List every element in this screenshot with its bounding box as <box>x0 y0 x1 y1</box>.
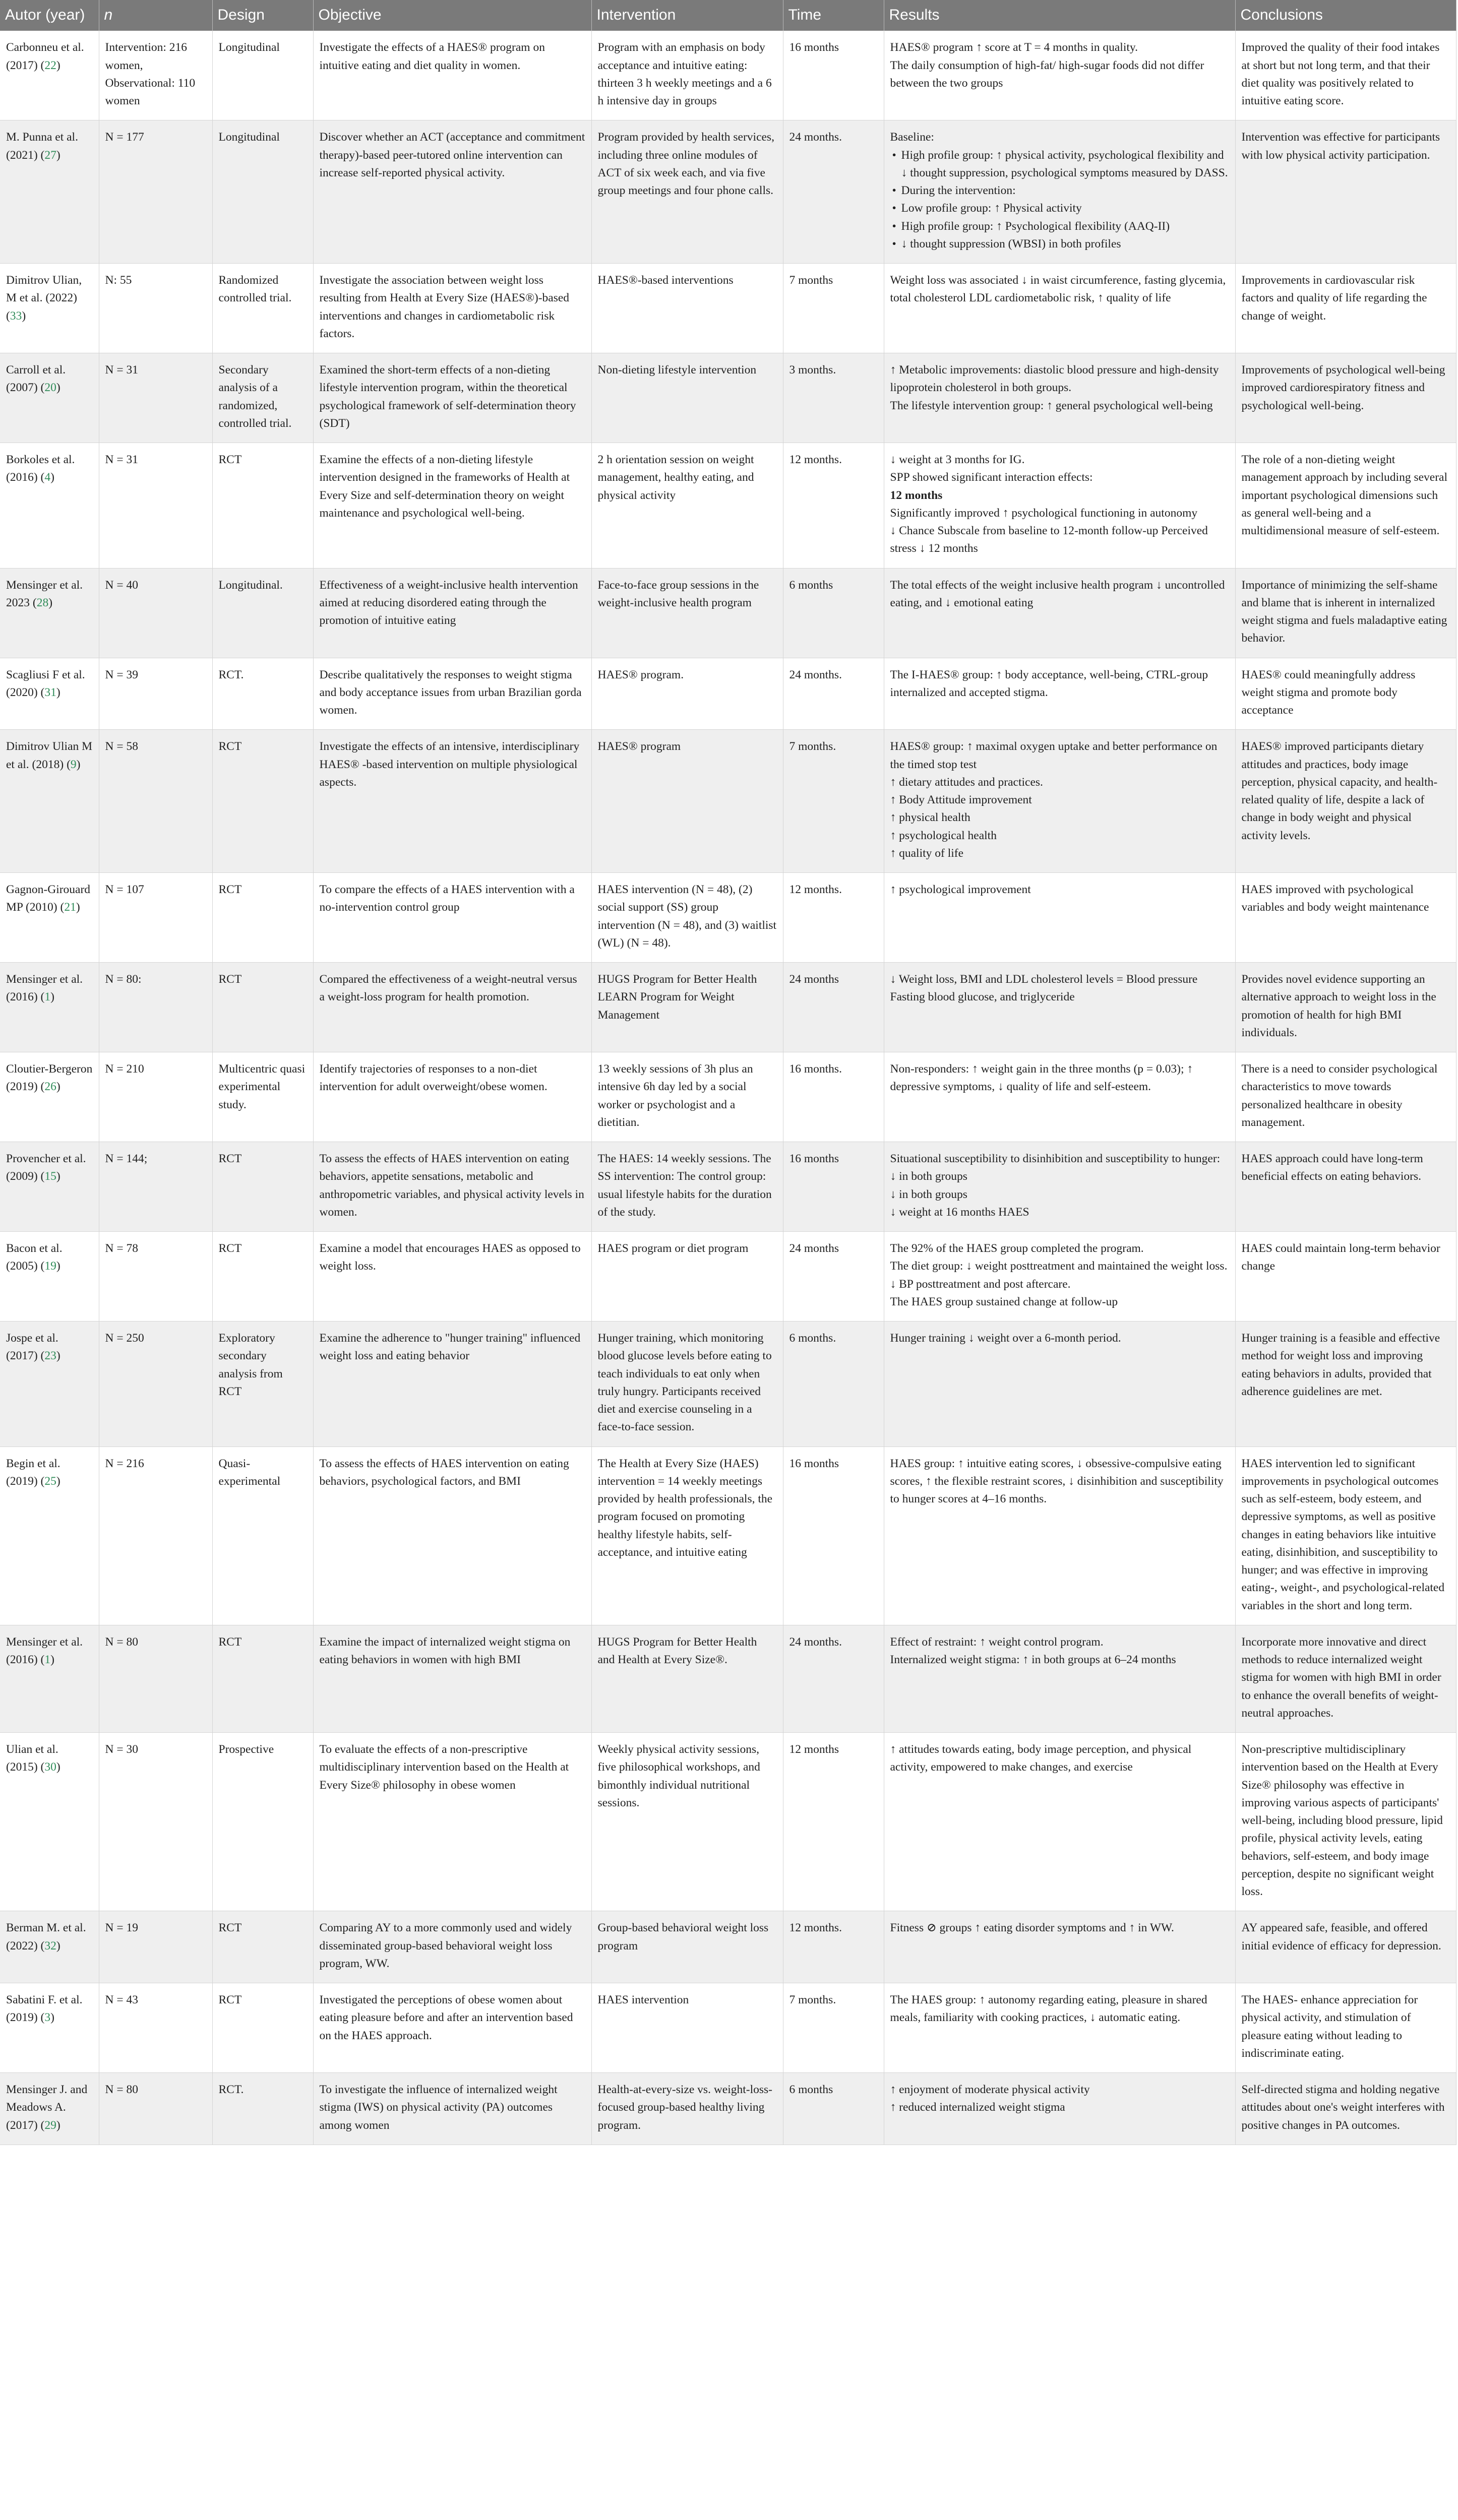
cell-conclusions: Provides novel evidence supporting an alternative approach to weight loss in the promotion of health for high BMI individuals. <box>1235 963 1456 1052</box>
reference-link[interactable]: 9 <box>70 758 77 771</box>
cell-objective: Investigated the perceptions of obese women about eating pleasure before and after an intervention based on the HAES approach. <box>313 1983 591 2073</box>
result-line: Fasting blood glucose, and triglyceride <box>890 990 1075 1004</box>
cell-objective: Investigate the association between weight loss resulting from Health at Every Size (HAES®)-based interventions and changes in cardiometabolic risk factors. <box>313 264 591 353</box>
result-line: ↑ psychological improvement <box>890 883 1031 897</box>
result-line: The HAES group: ↑ autonomy regarding eating, pleasure in shared meals, familiarity with cooking practices, ↓ automatic eating. <box>890 1993 1207 2025</box>
table-row <box>0 1052 1456 1142</box>
cell-objective: To investigate the influence of internalized weight stigma (IWS) on physical activity (PA) outcomes among women <box>313 2073 591 2145</box>
author-text: Berman M. et al. (2022) <box>6 1921 86 1952</box>
cell-conclusions: The HAES- enhance appreciation for physical activity, and stimulation of pleasure eating without leading to indiscriminate eating. <box>1235 1983 1456 2073</box>
cell-n: N = 210 <box>99 1052 212 1142</box>
cell-conclusions: The role of a non-dieting weight management approach by including several important psychological dimensions such as general well-being and a multidimensional measure of self-esteem. <box>1235 443 1456 569</box>
table-row <box>0 1321 1456 1447</box>
result-bullet: • ↓ thought suppression (WBSI) in both profiles <box>890 235 1229 253</box>
result-line: ↓ Weight loss, BMI and LDL cholesterol levels = Blood pressure <box>890 973 1198 986</box>
table-row <box>0 658 1456 730</box>
cell-design: RCT <box>212 1911 313 1983</box>
cell-intervention: HUGS Program for Better Health and Health at Every Size®. <box>591 1625 783 1732</box>
result-line: ↑ enjoyment of moderate physical activity <box>890 2083 1090 2097</box>
col-header-time: Time <box>783 0 884 31</box>
result-line: The 92% of the HAES group completed the program. <box>890 1242 1144 1255</box>
cell-author: Jospe et al. (2017) (23) <box>0 1321 99 1447</box>
cell-n: N = 250 <box>99 1321 212 1447</box>
result-bullet: • During the intervention: <box>890 182 1229 200</box>
cell-results <box>884 1733 1235 1911</box>
author-text: Carbonneu et al. (2017) <box>6 41 84 72</box>
cell-time: 16 months <box>783 31 884 120</box>
cell-time: 24 months <box>783 1232 884 1321</box>
cell-conclusions: Self-directed stigma and holding negative attitudes about one's weight interferes with positive changes in PA outcomes. <box>1235 2073 1456 2145</box>
cell-results <box>884 2073 1235 2145</box>
result-line: The I-HAES® group: ↑ body acceptance, well-being, CTRL-group internalized and accepted stigma. <box>890 668 1208 699</box>
reference-link[interactable]: 22 <box>44 58 56 72</box>
reference-link[interactable]: 25 <box>44 1474 56 1488</box>
cell-design: Multicentric quasi experimental study. <box>212 1052 313 1142</box>
table-row <box>0 120 1456 264</box>
author-text: Dimitrov Ulian M et al. (2018) <box>6 740 93 771</box>
cell-intervention: Program with an emphasis on body acceptance and intuitive eating: thirteen 3 h weekly meetings and a 6 h intensive day in groups <box>591 31 783 120</box>
cell-conclusions: HAES® improved participants dietary attitudes and practices, body image perception, physical capacity, and health-related quality of life, despite a lack of change in body weight and physical activity levels. <box>1235 730 1456 873</box>
cell-objective: Describe qualitatively the responses to weight stigma and body acceptance issues from urban Brazilian gorda women. <box>313 658 591 730</box>
cell-results <box>884 1983 1235 2073</box>
cell-design: Longitudinal. <box>212 568 313 658</box>
cell-author: Sabatini F. et al. (2019) (3) <box>0 1983 99 2073</box>
cell-intervention: Face-to-face group sessions in the weight-inclusive health program <box>591 568 783 658</box>
author-text: Jospe et al. (2017) <box>6 1332 58 1363</box>
cell-intervention: Health-at-every-size vs. weight-loss-focused group-based healthy living program. <box>591 2073 783 2145</box>
cell-conclusions: There is a need to consider psychological characteristics to move towards personalized healthcare in obesity management. <box>1235 1052 1456 1142</box>
cell-time: 24 months <box>783 963 884 1052</box>
cell-n: N = 31 <box>99 353 212 443</box>
reference-link[interactable]: 31 <box>44 685 56 699</box>
cell-intervention: HUGS Program for Better Health LEARN Program for Weight Management <box>591 963 783 1052</box>
author-text: Sabatini F. et al. (2019) <box>6 1993 83 2025</box>
cell-results <box>884 658 1235 730</box>
result-line: The total effects of the weight inclusive health program ↓ uncontrolled eating, and ↓ emotional eating <box>890 578 1225 609</box>
author-text: Mensinger et al. (2016) <box>6 1635 83 1667</box>
cell-n: N = 40 <box>99 568 212 658</box>
cell-intervention: HAES intervention (N = 48), (2) social support (SS) group intervention (N = 48), and (3) waitlist (WL) (N = 48). <box>591 873 783 963</box>
cell-time: 6 months <box>783 2073 884 2145</box>
reference-link[interactable]: 26 <box>44 1080 56 1094</box>
result-line: SPP showed significant interaction effects: <box>890 471 1093 484</box>
cell-author: Mensinger J. and Meadows A. (2017) (29) <box>0 2073 99 2145</box>
reference-link[interactable]: 28 <box>36 596 49 609</box>
cell-intervention: Group-based behavioral weight loss program <box>591 1911 783 1983</box>
cell-n: N = 31 <box>99 443 212 569</box>
cell-conclusions: Importance of minimizing the self-shame and blame that is inherent in internalized weight stigma and fuels maladaptive eating behavior. <box>1235 568 1456 658</box>
cell-author: Carbonneu et al. (2017) (22) <box>0 31 99 120</box>
result-bullet: • High profile group: ↑ physical activity, psychological flexibility and ↓ thought suppression, psychological symptoms measured by DASS. <box>890 147 1229 182</box>
cell-intervention: The HAES: 14 weekly sessions. The SS intervention: The control group: usual lifestyle habits for the duration of the study. <box>591 1142 783 1232</box>
col-header-objective: Objective <box>313 0 591 31</box>
cell-n: N: 55 <box>99 264 212 353</box>
author-text: Scagliusi F et al. (2020) <box>6 668 85 699</box>
reference-link[interactable]: 19 <box>44 1259 56 1273</box>
cell-conclusions: HAES improved with psychological variables and body weight maintenance <box>1235 873 1456 963</box>
cell-author: Borkoles et al. (2016) (4) <box>0 443 99 569</box>
cell-n: N = 80 <box>99 1625 212 1732</box>
cell-objective: Compared the effectiveness of a weight-neutral versus a weight-loss program for health promotion. <box>313 963 591 1052</box>
reference-link[interactable]: 20 <box>44 381 56 395</box>
table-row <box>0 1983 1456 2073</box>
result-line: ↑ Body Attitude improvement <box>890 793 1032 807</box>
result-bullet: • Low profile group: ↑ Physical activity <box>890 200 1229 217</box>
cell-author: Berman M. et al. (2022) (32) <box>0 1911 99 1983</box>
cell-objective: Examine the adherence to "hunger training" influenced weight loss and eating behavior <box>313 1321 591 1447</box>
reference-link[interactable]: 4 <box>44 471 51 484</box>
cell-objective: To assess the effects of HAES intervention on eating behaviors, appetite sensations, metabolic and anthropometric variables, and physical activity levels in women. <box>313 1142 591 1232</box>
cell-n: N = 80 <box>99 2073 212 2145</box>
result-line: ↑ reduced internalized weight stigma <box>890 2101 1065 2114</box>
cell-design: Randomized controlled trial. <box>212 264 313 353</box>
cell-results <box>884 1142 1235 1232</box>
cell-n: N = 177 <box>99 120 212 264</box>
col-header-conclusions: Conclusions <box>1235 0 1456 31</box>
cell-design: RCT <box>212 1232 313 1321</box>
cell-n: N = 19 <box>99 1911 212 1983</box>
cell-design: RCT. <box>212 2073 313 2145</box>
cell-objective: Investigate the effects of a HAES® program on intuitive eating and diet quality in women. <box>313 31 591 120</box>
cell-results <box>884 443 1235 569</box>
cell-objective: Effectiveness of a weight-inclusive health intervention aimed at reducing disordered eating through the promotion of intuitive eating <box>313 568 591 658</box>
cell-objective: Examine a model that encourages HAES as opposed to weight loss. <box>313 1232 591 1321</box>
reference-link[interactable]: 32 <box>44 1939 56 1952</box>
cell-time: 7 months <box>783 264 884 353</box>
cell-results <box>884 568 1235 658</box>
cell-intervention: HAES®-based interventions <box>591 264 783 353</box>
cell-intervention: Hunger training, which monitoring blood glucose levels before eating to teach individuals to eat only when truly hungry. Participants received diet and exercise counseling in a face-to-face session. <box>591 1321 783 1447</box>
table-row <box>0 963 1456 1052</box>
table-row <box>0 2073 1456 2145</box>
cell-time: 24 months. <box>783 658 884 730</box>
col-header-author: Autor (year) <box>0 0 99 31</box>
cell-objective: Discover whether an ACT (acceptance and commitment therapy)-based peer-tutored online intervention can increase self-reported physical activity. <box>313 120 591 264</box>
cell-results <box>884 1446 1235 1625</box>
result-line: The lifestyle intervention group: ↑ general psychological well-being <box>890 399 1213 412</box>
cell-design: RCT <box>212 963 313 1052</box>
cell-conclusions: Improvements in cardiovascular risk factors and quality of life regarding the change of weight. <box>1235 264 1456 353</box>
cell-author: Dimitrov Ulian, M et al. (2022) (33) <box>0 264 99 353</box>
cell-conclusions: HAES® could meaningfully address weight stigma and promote body acceptance <box>1235 658 1456 730</box>
table-row <box>0 1446 1456 1625</box>
cell-n: N = 144; <box>99 1142 212 1232</box>
cell-n: Intervention: 216 women, Observational: 110 women <box>99 31 212 120</box>
result-line: The HAES group sustained change at follow-up <box>890 1295 1118 1308</box>
cell-intervention: HAES program or diet program <box>591 1232 783 1321</box>
author-text: Mensinger et al. 2023 <box>6 578 83 609</box>
cell-design: Exploratory secondary analysis from RCT <box>212 1321 313 1447</box>
col-header-design: Design <box>212 0 313 31</box>
cell-time: 24 months. <box>783 120 884 264</box>
author-text: Mensinger et al. (2016) <box>6 973 83 1004</box>
result-line: ↓ weight at 3 months for IG. <box>890 453 1025 467</box>
cell-author: Cloutier-Bergeron (2019) (26) <box>0 1052 99 1142</box>
table-row <box>0 353 1456 443</box>
cell-n: N = 216 <box>99 1446 212 1625</box>
table-row <box>0 1232 1456 1321</box>
cell-conclusions: Intervention was effective for participants with low physical activity participation. <box>1235 120 1456 264</box>
result-line: 12 months <box>890 488 943 502</box>
reference-link[interactable]: 21 <box>64 901 76 914</box>
result-line: Non-responders: ↑ weight gain in the three months (p = 0.03); ↑ depressive symptoms, ↓ quality of life and self-esteem. <box>890 1062 1193 1094</box>
cell-design: Quasi-experimental <box>212 1446 313 1625</box>
table-row <box>0 730 1456 873</box>
cell-time: 16 months. <box>783 1052 884 1142</box>
author-text: Carroll et al. (2007) <box>6 363 66 395</box>
result-line: HAES® program ↑ score at T = 4 months in quality. <box>890 41 1138 54</box>
cell-intervention: 13 weekly sessions of 3h plus an intensive 6h day led by a social worker or psychologist and a dietitian. <box>591 1052 783 1142</box>
cell-intervention: HAES® program <box>591 730 783 873</box>
author-text: Begin et al. (2019) <box>6 1457 60 1488</box>
cell-conclusions: Improved the quality of their food intakes at short but not long term, and that their diet quality was positively related to intuitive eating score. <box>1235 31 1456 120</box>
table-row <box>0 1911 1456 1983</box>
table-row <box>0 1142 1456 1232</box>
cell-time: 16 months <box>783 1446 884 1625</box>
author-text: Mensinger J. and Meadows A. (2017) <box>6 2083 88 2132</box>
result-line: ↑ quality of life <box>890 846 964 860</box>
cell-n: N = 78 <box>99 1232 212 1321</box>
cell-time: 6 months <box>783 568 884 658</box>
cell-author: Carroll et al. (2007) (20) <box>0 353 99 443</box>
cell-results <box>884 873 1235 963</box>
cell-author: Begin et al. (2019) (25) <box>0 1446 99 1625</box>
cell-author: Gagnon-Girouard MP (2010) (21) <box>0 873 99 963</box>
cell-design: RCT <box>212 873 313 963</box>
cell-n: N = 30 <box>99 1733 212 1911</box>
cell-author: Mensinger et al. 2023 (28) <box>0 568 99 658</box>
cell-conclusions: Hunger training is a feasible and effective method for weight loss and improving eating behaviors in adults, provided that adherence guidelines are met. <box>1235 1321 1456 1447</box>
author-text: Dimitrov Ulian, M et al. (2022) <box>6 274 82 305</box>
cell-n: N = 43 <box>99 1983 212 2073</box>
result-bullet: • High profile group: ↑ Psychological flexibility (AAQ-II) <box>890 218 1229 235</box>
cell-author: Mensinger et al. (2016) (1) <box>0 1625 99 1732</box>
result-line: ↓ in both groups <box>890 1187 967 1201</box>
reference-link[interactable]: 23 <box>44 1349 56 1363</box>
cell-results <box>884 120 1235 264</box>
result-line: ↑ Metabolic improvements: diastolic blood pressure and high-density lipoprotein cholesterol in both groups. <box>890 363 1219 395</box>
cell-objective: Examine the effects of a non-dieting lifestyle intervention designed in the frameworks of Health at Every Size and self-determination theory on weight maintenance and psychological well-being. <box>313 443 591 569</box>
cell-results <box>884 353 1235 443</box>
cell-intervention: The Health at Every Size (HAES) intervention = 14 weekly meetings provided by health professionals, the program focused on promoting healthy lifestyle habits, self-acceptance, and intuitive eating <box>591 1446 783 1625</box>
result-line: ↑ psychological health <box>890 829 997 842</box>
cell-intervention: Non-dieting lifestyle intervention <box>591 353 783 443</box>
cell-objective: To assess the effects of HAES intervention on eating behaviors, psychological factors, and BMI <box>313 1446 591 1625</box>
result-line: Baseline: <box>890 131 934 144</box>
result-line: ↓ BP posttreatment and post aftercare. <box>890 1277 1071 1291</box>
cell-time: 12 months <box>783 1733 884 1911</box>
cell-intervention: Program provided by health services, including three online modules of ACT of six week each, and via five group meetings and four phone calls. <box>591 120 783 264</box>
cell-objective: Investigate the effects of an intensive, interdisciplinary HAES® -based intervention on multiple physiological aspects. <box>313 730 591 873</box>
cell-design: RCT <box>212 730 313 873</box>
cell-results <box>884 264 1235 353</box>
cell-results <box>884 1625 1235 1732</box>
cell-conclusions: HAES intervention led to significant improvements in psychological outcomes such as self-esteem, body esteem, and depressive symptoms, as well as positive changes in eating behaviors like intuitive eating, disinhibition, and susceptibility to hunger; and was effective in improving eating-, weight-, and psychological-related variables in the short and long term. <box>1235 1446 1456 1625</box>
result-line: Effect of restraint: ↑ weight control program. <box>890 1635 1104 1649</box>
author-text: Cloutier-Bergeron (2019) <box>6 1062 93 1094</box>
cell-author: Scagliusi F et al. (2020) (31) <box>0 658 99 730</box>
cell-n: N = 80: <box>99 963 212 1052</box>
cell-objective: Comparing AY to a more commonly used and widely disseminated group-based behavioral weight loss program, WW. <box>313 1911 591 1983</box>
cell-author: Bacon et al. (2005) (19) <box>0 1232 99 1321</box>
cell-conclusions: HAES approach could have long-term beneficial effects on eating behaviors. <box>1235 1142 1456 1232</box>
author-text: M. Punna et al. (2021) <box>6 131 78 162</box>
result-line: Situational susceptibility to disinhibition and susceptibility to hunger: ↓ in both groups <box>890 1152 1221 1183</box>
cell-results <box>884 1911 1235 1983</box>
cell-design: RCT <box>212 443 313 569</box>
result-line: ↑ physical health <box>890 811 970 825</box>
cell-objective: To compare the effects of a HAES intervention with a no-intervention control group <box>313 873 591 963</box>
cell-design: Longitudinal <box>212 120 313 264</box>
cell-objective: To evaluate the effects of a non-prescriptive multidisciplinary intervention based on the Health at Every Size® philosophy in obese women <box>313 1733 591 1911</box>
cell-n: N = 107 <box>99 873 212 963</box>
result-line: ↑ attitudes towards eating, body image perception, and physical activity, empowered to make changes, and exercise <box>890 1743 1192 1774</box>
result-line: HAES group: ↑ intuitive eating scores, ↓ obsessive-compulsive eating scores, ↑ the flexible restraint scores, ↓ disinhibition and susceptibility to hunger scores at 4–16 months. <box>890 1457 1224 1506</box>
reference-link[interactable]: 1 <box>44 990 51 1004</box>
cell-time: 12 months. <box>783 873 884 963</box>
reference-link[interactable]: 33 <box>10 309 22 323</box>
author-text: Borkoles et al. (2016) <box>6 453 75 484</box>
cell-design: RCT. <box>212 658 313 730</box>
cell-conclusions: AY appeared safe, feasible, and offered initial evidence of efficacy for depression. <box>1235 1911 1456 1983</box>
result-line: ↓ Chance Subscale from baseline to 12-month follow-up Perceived stress ↓ 12 months <box>890 524 1208 555</box>
table-row <box>0 443 1456 569</box>
result-line: Significantly improved ↑ psychological functioning in autonomy <box>890 506 1198 520</box>
header-row <box>0 0 1456 31</box>
cell-design: RCT <box>212 1625 313 1732</box>
cell-author: Dimitrov Ulian M et al. (2018) (9) <box>0 730 99 873</box>
cell-time: 12 months. <box>783 443 884 569</box>
cell-results <box>884 730 1235 873</box>
cell-objective: Examine the impact of internalized weight stigma on eating behaviors in women with high BMI <box>313 1625 591 1732</box>
result-line: The daily consumption of high-fat/ high-sugar foods did not differ between the two groups <box>890 58 1204 90</box>
cell-objective: Identify trajectories of responses to a non-diet intervention for adult overweight/obese women. <box>313 1052 591 1142</box>
table-row <box>0 1625 1456 1732</box>
col-header-n: n <box>99 0 212 31</box>
result-line: The diet group: ↓ weight posttreatment and maintained the weight loss. <box>890 1259 1228 1273</box>
cell-author: Provencher et al. (2009) (15) <box>0 1142 99 1232</box>
cell-design: RCT <box>212 1142 313 1232</box>
col-header-results: Results <box>884 0 1235 31</box>
cell-conclusions: Improvements of psychological well-being improved cardiorespiratory fitness and psychological well-being. <box>1235 353 1456 443</box>
cell-time: 3 months. <box>783 353 884 443</box>
cell-intervention: HAES® program. <box>591 658 783 730</box>
cell-time: 24 months. <box>783 1625 884 1732</box>
cell-time: 7 months. <box>783 1983 884 2073</box>
cell-results <box>884 31 1235 120</box>
cell-conclusions: HAES could maintain long-term behavior change <box>1235 1232 1456 1321</box>
reference-link[interactable]: 1 <box>44 1653 51 1667</box>
cell-time: 6 months. <box>783 1321 884 1447</box>
cell-results <box>884 1321 1235 1447</box>
reference-link[interactable]: 30 <box>44 1760 56 1774</box>
cell-design: Longitudinal <box>212 31 313 120</box>
cell-results <box>884 1232 1235 1321</box>
author-text: Ulian et al. (2015) <box>6 1743 58 1774</box>
reference-link[interactable]: 15 <box>44 1170 56 1183</box>
result-line: Internalized weight stigma: ↑ in both groups at 6–24 months <box>890 1653 1176 1667</box>
author-text: Provencher et al. (2009) <box>6 1152 86 1183</box>
cell-results <box>884 1052 1235 1142</box>
table-row <box>0 31 1456 120</box>
cell-design: Prospective <box>212 1733 313 1911</box>
cell-design: RCT <box>212 1983 313 2073</box>
cell-time: 7 months. <box>783 730 884 873</box>
table-row <box>0 1733 1456 1911</box>
cell-intervention: HAES intervention <box>591 1983 783 2073</box>
reference-link[interactable]: 3 <box>44 2011 51 2025</box>
reference-link[interactable]: 27 <box>44 148 56 162</box>
cell-n: N = 58 <box>99 730 212 873</box>
cell-conclusions: Incorporate more innovative and direct methods to reduce internalized weight stigma for women with high BMI in order to enhance the overall benefits of weight-neutral approaches. <box>1235 1625 1456 1732</box>
cell-intervention: Weekly physical activity sessions, five philosophical workshops, and bimonthly individual nutritional sessions. <box>591 1733 783 1911</box>
cell-author: Ulian et al. (2015) (30) <box>0 1733 99 1911</box>
result-line: ↓ weight at 16 months HAES <box>890 1205 1029 1219</box>
table-row <box>0 873 1456 963</box>
cell-time: 16 months <box>783 1142 884 1232</box>
author-text: Gagnon-Girouard MP (2010) <box>6 883 91 914</box>
cell-conclusions: Non-prescriptive multidisciplinary intervention based on the Health at Every Size® philosophy was effective in improving various aspects of participants' well-being, including blood pressure, lipid profile, physical activity levels, eating behaviors, self-esteem, and body image perception, despite no significant weight loss. <box>1235 1733 1456 1911</box>
result-line: ↑ dietary attitudes and practices. <box>890 775 1043 789</box>
cell-time: 12 months. <box>783 1911 884 1983</box>
col-header-intervention: Intervention <box>591 0 783 31</box>
cell-objective: Examined the short-term effects of a non-dieting lifestyle intervention program, within the theoretical psychological framework of self-determination theory (SDT) <box>313 353 591 443</box>
table-row <box>0 264 1456 353</box>
author-text: Bacon et al. (2005) <box>6 1242 63 1273</box>
cell-design: Secondary analysis of a randomized, controlled trial. <box>212 353 313 443</box>
cell-results <box>884 963 1235 1052</box>
result-line: HAES® group: ↑ maximal oxygen uptake and better performance on the timed stop test <box>890 740 1218 771</box>
result-line: Fitness ⊘ groups ↑ eating disorder symptoms and ↑ in WW. <box>890 1921 1174 1935</box>
result-line: Weight loss was associated ↓ in waist circumference, fasting glycemia, total cholesterol LDL cardiometabolic risk, ↑ quality of life <box>890 274 1226 305</box>
cell-author: Mensinger et al. (2016) (1) <box>0 963 99 1052</box>
reference-link[interactable]: 29 <box>44 2118 56 2132</box>
table-row <box>0 568 1456 658</box>
table-body <box>0 31 1456 2145</box>
result-line: Hunger training ↓ weight over a 6-month period. <box>890 1332 1121 1345</box>
cell-intervention: 2 h orientation session on weight management, healthy eating, and physical activity <box>591 443 783 569</box>
cell-n: N = 39 <box>99 658 212 730</box>
cell-author: M. Punna et al. (2021) (27) <box>0 120 99 264</box>
